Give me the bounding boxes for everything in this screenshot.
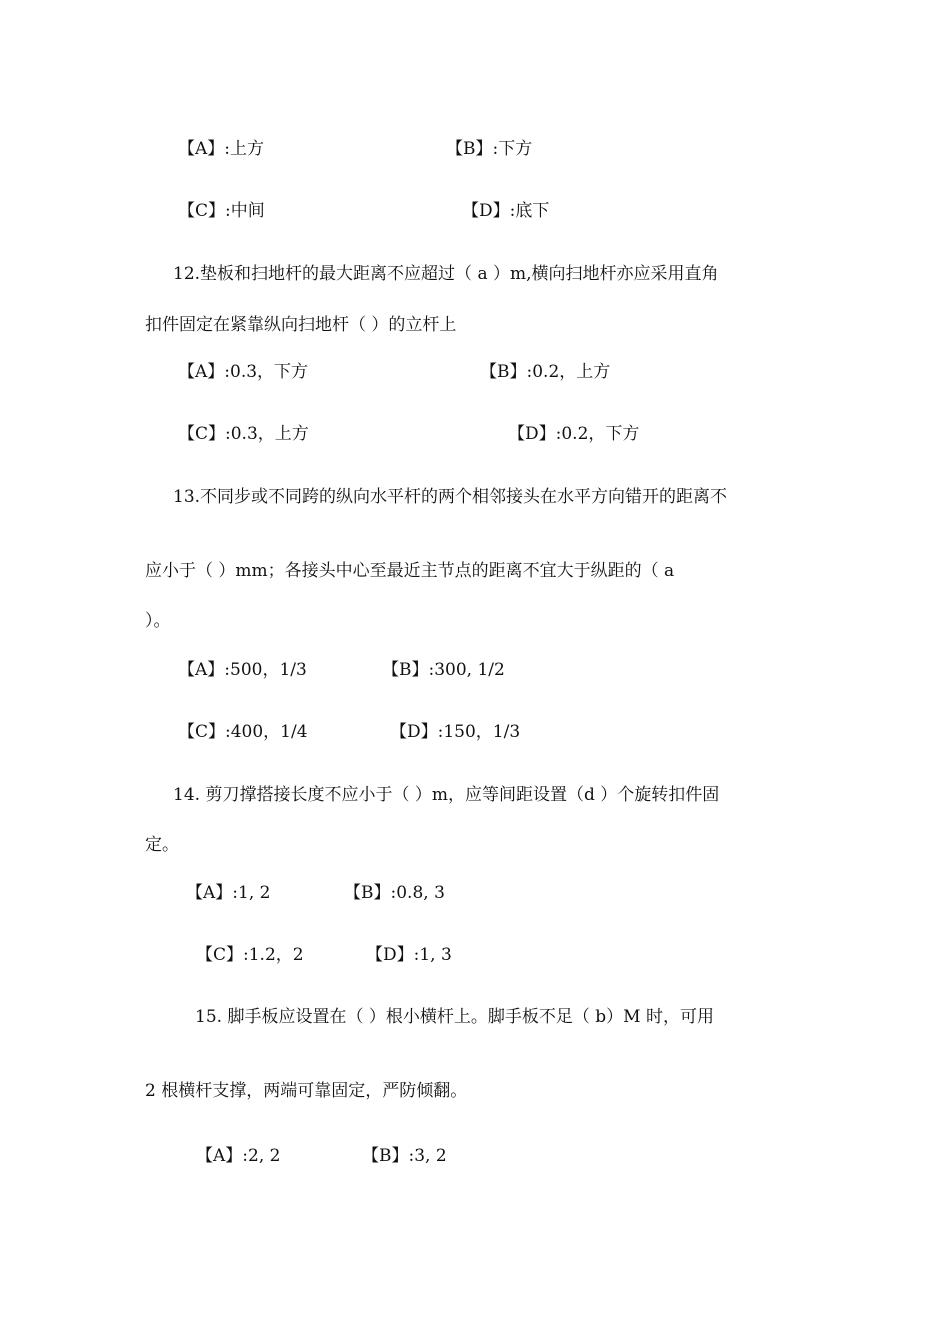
q12-option-a: 【A】:0.3，下方 [178, 362, 309, 382]
q14-option-d: 【D】:1, 3 [366, 945, 452, 965]
q14-option-c: 【C】:1.2，2 [196, 945, 304, 965]
q11-option-a: 【A】:上方 [178, 139, 265, 159]
q13-text-line2: 应小于（ ）mm；各接头中心至最近主节点的距离不宜大于纵距的（ a [145, 561, 675, 581]
q12-text-line2: 扣件固定在紧靠纵向扫地杆（ ）的立杆上 [145, 315, 457, 335]
q13-text-line3: ）。 [145, 611, 171, 631]
q11-option-c: 【C】:中间 [178, 201, 265, 221]
q11-option-d: 【D】:底下 [462, 201, 550, 221]
q15-option-a: 【A】:2, 2 [196, 1146, 281, 1166]
q13-option-a: 【A】:500，1/3 [178, 660, 307, 680]
q12-option-c: 【C】:0.3，上方 [178, 424, 309, 444]
q14-text-line1: 14. 剪刀撑搭接长度不应小于（ ）m，应等间距设置（d ）个旋转扣件固 [173, 785, 720, 805]
q15-text-line2: 2 根横杆支撑，两端可靠固定，严防倾翻。 [145, 1081, 468, 1101]
q13-option-c: 【C】:400，1/4 [178, 722, 308, 742]
q15-option-b: 【B】:3, 2 [362, 1146, 447, 1166]
q14-option-b: 【B】:0.8, 3 [344, 883, 445, 903]
q13-option-b: 【B】:300, 1/2 [382, 660, 505, 680]
q13-option-d: 【D】:150，1/3 [390, 722, 521, 742]
q12-option-d: 【D】:0.2，下方 [508, 424, 640, 444]
q14-option-a: 【A】:1, 2 [186, 883, 271, 903]
q15-text-line1: 15. 脚手板应设置在（ ）根小横杆上。脚手板不足（ b）M 时，可用 [195, 1007, 714, 1027]
q14-text-line2: 定。 [145, 835, 179, 855]
q12-option-b: 【B】:0.2，上方 [480, 362, 611, 382]
q11-option-b: 【B】:下方 [446, 139, 533, 159]
q13-text-line1: 13.不同步或不同跨的纵向水平杆的两个相邻接头在水平方向错开的距离不 [173, 487, 728, 507]
q12-text-line1: 12.垫板和扫地杆的最大距离不应超过（ a ）m,横向扫地杆亦应采用直角 [173, 264, 719, 284]
